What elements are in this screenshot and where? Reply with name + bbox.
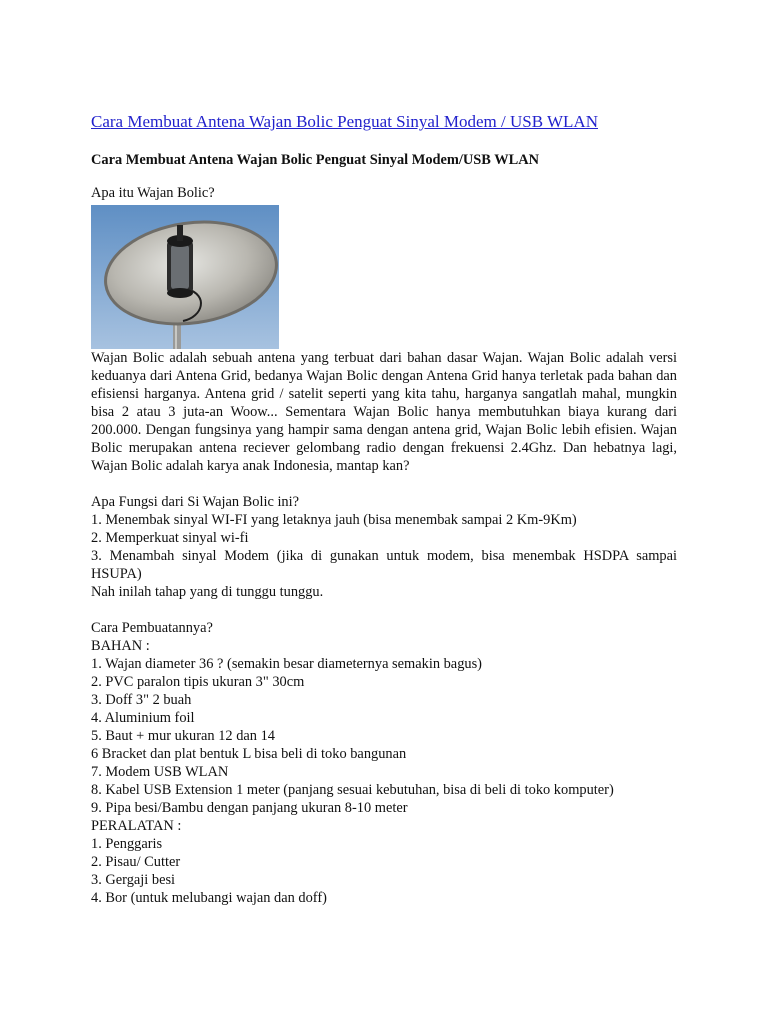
tool-item: 4. Bor (untuk melubangi wajan dan doff) [91,890,327,906]
tools-heading: PERALATAN : [91,818,182,834]
intro-paragraph: Wajan Bolic adalah sebuah antena yang terbuat dari bahan dasar Wajan. Wajan Bolic adalah versi keduanya dari Antena Grid, bedanya Wajan Bolic dengan Antena Grid hanya terletak pada bahan dan efisiensi harganya. Antena grid / satelit seperti yang kita tahu, harganya sangatlah mahal, mungkin bisa 2 atau 3 juta-an Woow... Sementara Wajan Bolic hanya membutuhkan biaya kurang dari 200.000. Dengan fungsinya yang hampir sama dengan antena grid, Wajan Bolic lebih efisien. Wajan Bolic merupakan antena reciever gelombang radio dengan frekuensi 2.4Ghz. Dan hebatnya lagi, Wajan Bolic adalah karya anak Indonesia, mantap kan? [91,350,677,474]
material-item: 7. Modem USB WLAN [91,764,229,780]
spacer [91,601,677,619]
how-question: Cara Pembuatannya? [91,620,213,636]
function-closing: Nah inilah tahap yang di tunggu tunggu. [91,584,324,600]
tool-item: 2. Pisau/ Cutter [91,854,181,870]
tool-item: 1. Penggaris [91,836,163,852]
function-question: Apa Fungsi dari Si Wajan Bolic ini? [91,494,300,510]
material-item: 8. Kabel USB Extension 1 meter (panjang sesuai kebutuhan, bisa di beli di toko komputer) [91,782,614,798]
material-item: 4. Aluminium foil [91,710,195,726]
function-item: 3. Menambah sinyal Modem (jika di gunakan untuk modem, bisa menembak HSDPA sampai HSUPA) [91,548,677,582]
material-item: 9. Pipa besi/Bambu dengan panjang ukuran 8-10 meter [91,800,408,816]
material-item: 3. Doff 3" 2 buah [91,692,192,708]
tool-item: 3. Gergaji besi [91,872,176,888]
material-item: 6 Bracket dan plat bentuk L bisa beli di toko bangunan [91,746,407,762]
spacer [91,475,677,493]
materials-heading: BAHAN : [91,638,150,654]
function-item: 1. Menembak sinyal WI-FI yang letaknya jauh (bisa menembak sampai 2 Km-9Km) [91,512,577,528]
material-item: 1. Wajan diameter 36 ? (semakin besar diameternya semakin bagus) [91,656,482,672]
question-what: Apa itu Wajan Bolic? [91,185,215,201]
material-item: 5. Baut + mur ukuran 12 dan 14 [91,728,275,744]
article-subtitle: Cara Membuat Antena Wajan Bolic Penguat Sinyal Modem/USB WLAN [91,152,540,168]
article [91,112,677,907]
material-item: 2. PVC paralon tipis ukuran 3" 30cm [91,674,305,690]
wajan-bolic-photo [91,205,279,349]
article-title-link[interactable]: Cara Membuat Antena Wajan Bolic Penguat Sinyal Modem / USB WLAN [91,112,598,131]
function-item: 2. Memperkuat sinyal wi-fi [91,530,249,546]
